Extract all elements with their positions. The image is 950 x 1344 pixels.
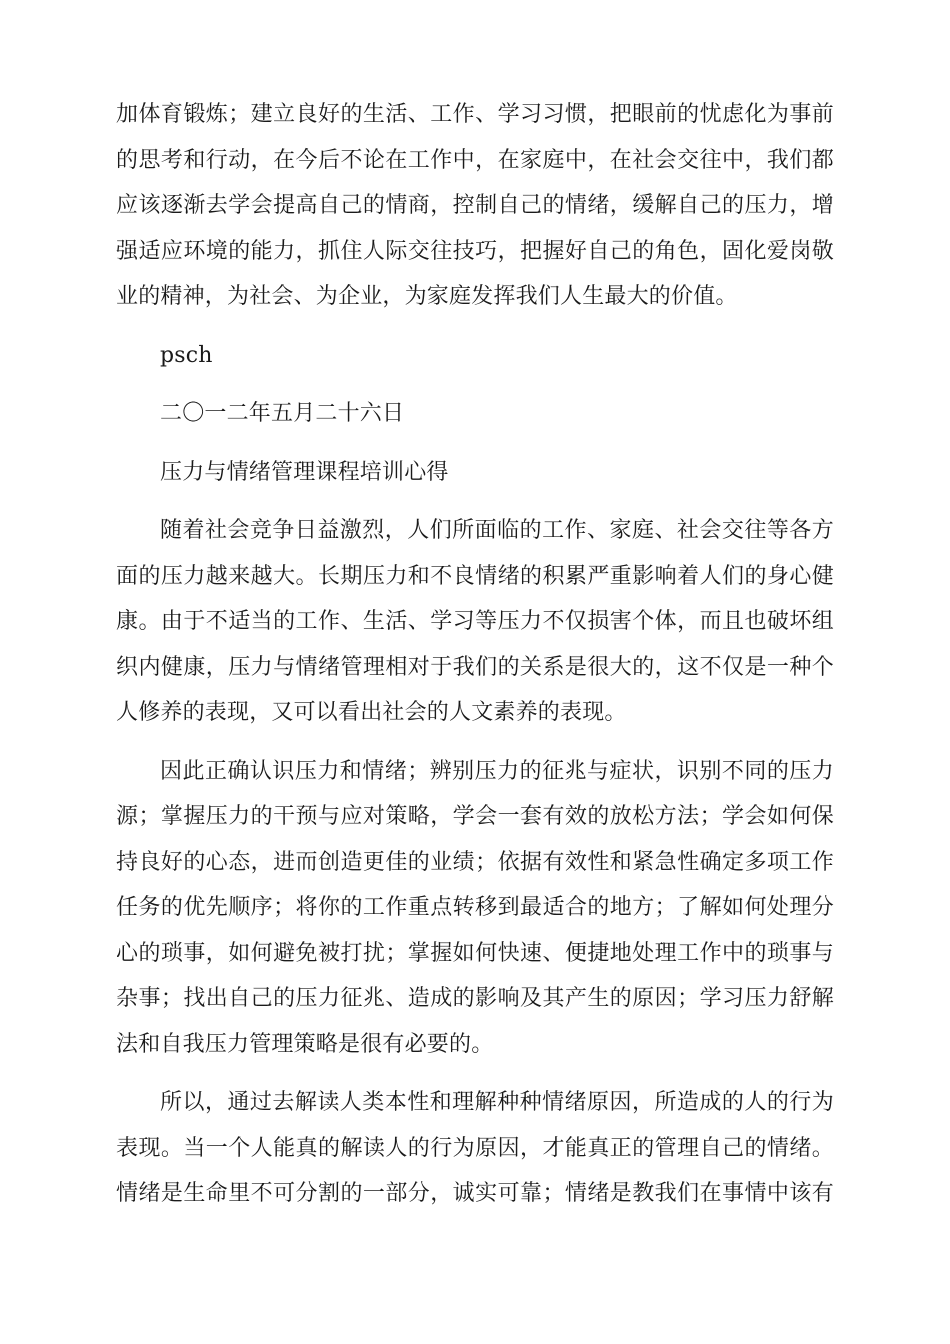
text-line: 面的压力越来越大。长期压力和不良情绪的积累严重影响着人们的身心健: [116, 563, 834, 589]
text-line: 应该逐渐去学会提高自己的情商，控制自己的情绪，缓解自己的压力，增: [116, 193, 834, 218]
text-line: 织内健康，压力与情绪管理相对于我们的关系是很大的，这不仅是一种个: [116, 654, 834, 680]
text-line: 因此正确认识压力和情绪；辨别压力的征兆与症状，识别不同的压力: [160, 758, 834, 784]
signature-text: psch: [160, 342, 213, 368]
text-line: 人修养的表现，又可以看出社会的人文素养的表现。: [116, 700, 627, 725]
paragraph-closing: [116, 92, 834, 320]
text-line: 源；掌握压力的干预与应对策略，学会一套有效的放松方法；学会如何保: [116, 804, 834, 829]
text-line: 杂事；找出自己的压力征兆、造成的影响及其产生的原因；学习压力舒解: [116, 986, 834, 1011]
title-text: 压力与情绪管理课程培训心得: [160, 459, 449, 485]
text-line: 任务的优先顺序；将你的工作重点转移到最适合的地方；了解如何处理分: [116, 895, 834, 920]
paragraph-methods: [116, 749, 834, 1068]
paragraph-conclusion: [116, 1080, 834, 1217]
document-page: [116, 92, 834, 1217]
text-line: 业的精神，为社会、为企业，为家庭发挥我们人生最大的价值。: [116, 284, 738, 309]
text-line: 的思考和行动，在今后不论在工作中，在家庭中，在社会交往中，我们都: [116, 147, 834, 173]
text-line: 持良好的心态，进而创造更佳的业绩；依据有效性和紧急性确定多项工作: [116, 849, 834, 875]
paragraph-intro: [116, 508, 834, 736]
text-line: 所以，通过去解读人类本性和理解种种情绪原因，所造成的人的行为: [160, 1090, 834, 1115]
text-line: 强适应环境的能力，抓住人际交往技巧，把握好自己的角色，固化爱岗敬: [116, 238, 834, 264]
text-line: 表现。当一个人能真的解读人的行为原因，才能真正的管理自己的情绪。: [116, 1135, 834, 1161]
signature: [116, 333, 834, 379]
text-line: 情绪是生命里不可分割的一部分，诚实可靠；情绪是教我们在事情中该有: [116, 1181, 834, 1206]
text-line: 康。由于不适当的工作、生活、学习等压力不仅损害个体，而且也破坏组: [116, 609, 834, 634]
text-line: 心的琐事，如何避免被打扰；掌握如何快速、便捷地处理工作中的琐事与: [116, 940, 834, 966]
text-line: 法和自我压力管理策略是很有必要的。: [116, 1031, 494, 1057]
text-line: 随着社会竞争日益激烈，人们所面临的工作、家庭、社会交往等各方: [160, 518, 834, 543]
text-line: 加体育锻炼；建立良好的生活、工作、学习习惯，把眼前的忧虑化为事前: [116, 102, 834, 127]
document-title: [116, 450, 834, 496]
date-line: [116, 391, 834, 437]
date-text: 二〇一二年五月二十六日: [160, 401, 405, 426]
